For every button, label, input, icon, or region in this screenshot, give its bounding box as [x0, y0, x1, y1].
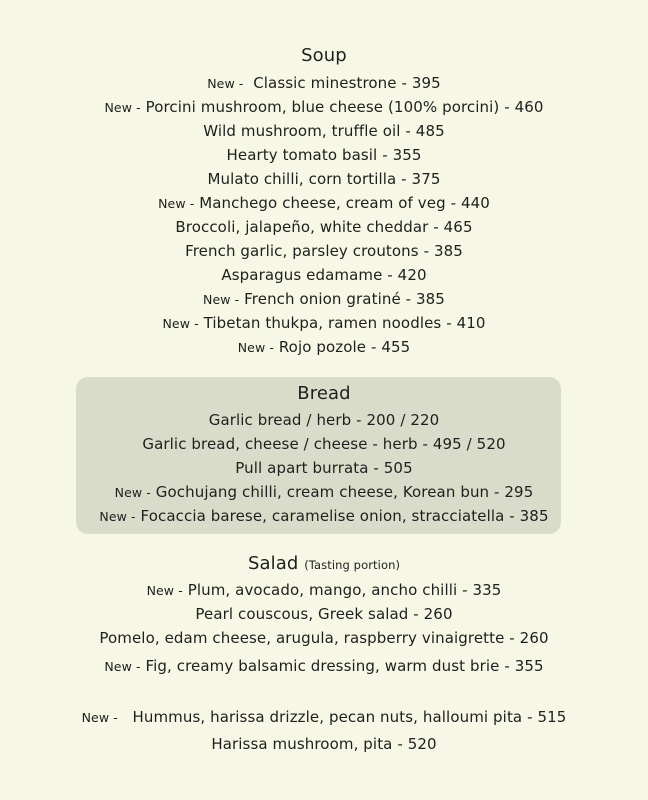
new-tag: New - [158, 196, 195, 211]
soup-item [0, 97, 648, 118]
item-text: Tibetan thukpa, ramen noodles - 410 [203, 314, 486, 332]
item-text: Pull apart burrata - 505 [235, 459, 413, 477]
soup-item [0, 73, 648, 94]
salad-note: (Tasting portion) [304, 558, 401, 572]
item-text: French onion gratiné - 385 [244, 290, 445, 308]
soup-heading: Soup [301, 45, 347, 66]
item-text: Focaccia barese, caramelise onion, stracciatella - 385 [140, 507, 549, 525]
salad-item [0, 604, 648, 624]
new-tag: New - [81, 710, 118, 725]
soup-item [0, 169, 648, 189]
new-tag: New - [99, 509, 136, 524]
bread-item [0, 458, 648, 478]
new-tag: New - [207, 76, 244, 91]
bread-item [0, 506, 648, 527]
soup-item [0, 145, 648, 165]
item-text: Mulato chilli, corn tortilla - 375 [207, 170, 441, 188]
soup-item [0, 313, 648, 334]
item-text: Garlic bread, cheese / cheese - herb - 495 / 520 [142, 435, 506, 453]
bread-item [0, 482, 648, 503]
new-tag: New - [203, 292, 240, 307]
item-text: Pomelo, edam cheese, arugula, raspberry vinaigrette - 260 [99, 629, 549, 647]
salad-item [0, 580, 648, 601]
soup-item [0, 337, 648, 358]
item-text: Rojo pozole - 455 [278, 338, 411, 356]
item-text: Fig, creamy balsamic dressing, warm dust brie - 355 [145, 657, 544, 675]
item-text: Hearty tomato basil - 355 [226, 146, 422, 164]
item-text: Porcini mushroom, blue cheese (100% porcini) - 460 [145, 98, 544, 116]
salad-item [0, 656, 648, 677]
extra-item [0, 734, 648, 754]
soup-item [0, 289, 648, 310]
new-tag: New - [104, 100, 141, 115]
item-text: Pearl couscous, Greek salad - 260 [195, 605, 453, 623]
soup-item [0, 121, 648, 141]
item-text: Broccoli, jalapeño, white cheddar - 465 [175, 218, 473, 236]
item-text: Garlic bread / herb - 200 / 220 [208, 411, 440, 429]
new-tag: New - [114, 485, 151, 500]
item-text: Classic minestrone - 395 [253, 74, 441, 92]
soup-item [0, 217, 648, 237]
new-tag: New - [104, 659, 141, 674]
soup-item [0, 193, 648, 214]
item-text: French garlic, parsley croutons - 385 [185, 242, 463, 260]
item-text: Manchego cheese, cream of veg - 440 [199, 194, 490, 212]
salad-item [0, 628, 648, 648]
salad-heading [0, 553, 648, 576]
bread-heading: Bread [297, 383, 351, 404]
item-text: Plum, avocado, mango, ancho chilli - 335 [187, 581, 502, 599]
salad-title: Salad [247, 553, 299, 574]
item-text: Asparagus edamame - 420 [221, 266, 427, 284]
bread-item [0, 434, 648, 454]
soup-item [0, 265, 648, 285]
item-text: Harissa mushroom, pita - 520 [211, 735, 437, 753]
bread-item [0, 410, 648, 430]
item-text: Hummus, harissa drizzle, pecan nuts, halloumi pita - 515 [132, 708, 567, 726]
extra-item [0, 707, 648, 728]
new-tag: New - [237, 340, 274, 355]
item-text: Gochujang chilli, cream cheese, Korean bun - 295 [155, 483, 534, 501]
soup-item [0, 241, 648, 261]
item-text: Wild mushroom, truffle oil - 485 [203, 122, 445, 140]
new-tag: New - [146, 583, 183, 598]
new-tag: New - [162, 316, 199, 331]
